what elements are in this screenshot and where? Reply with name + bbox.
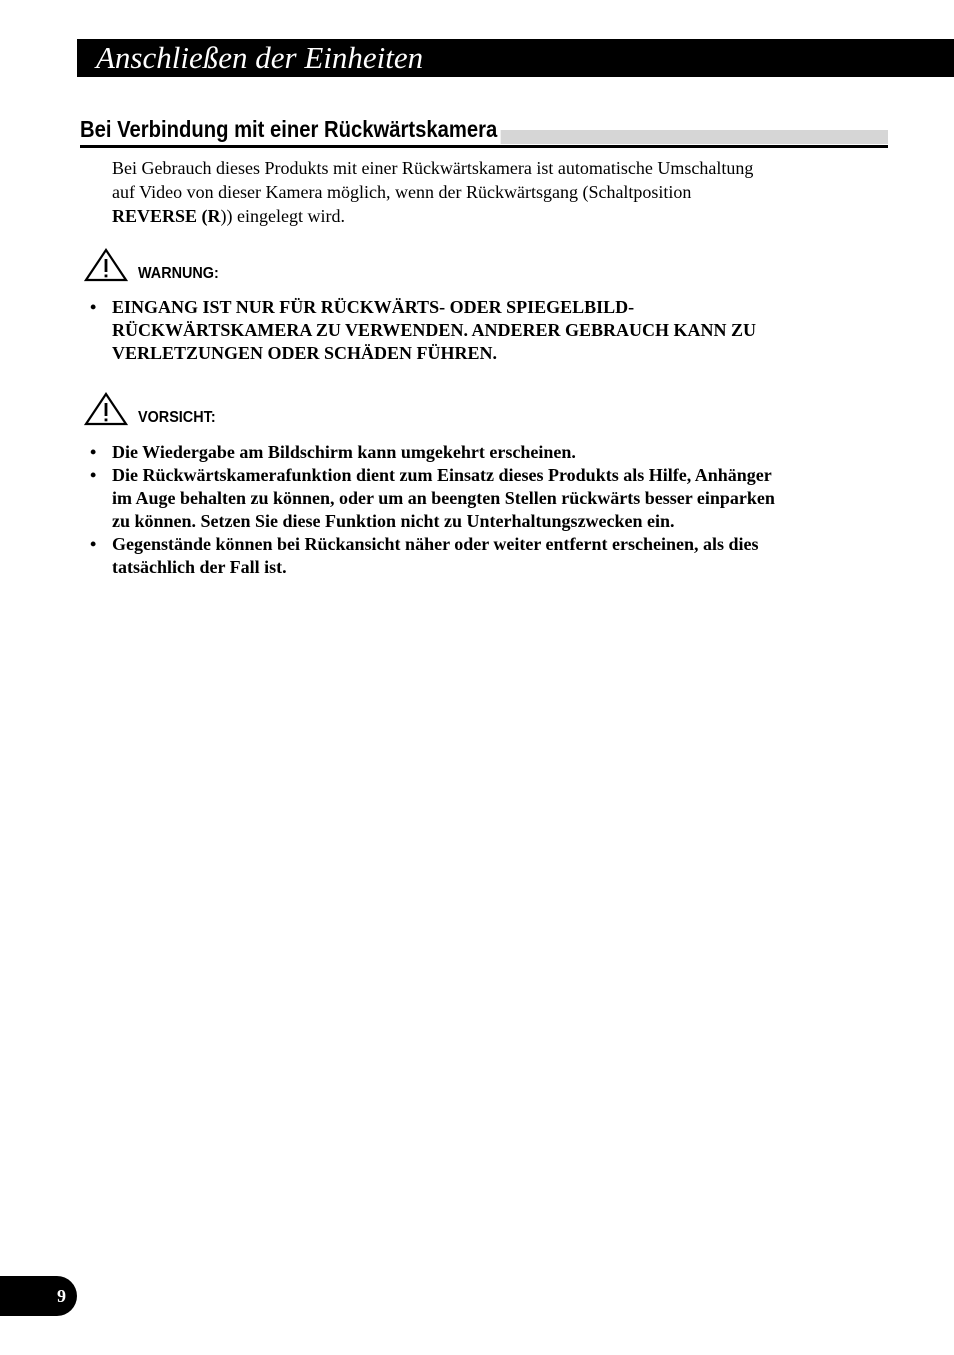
list-item [90, 533, 890, 579]
intro-line: auf Video von dieser Kamera möglich, wenn der Rückwärtsgang (Schaltposition [112, 182, 692, 202]
caution-text-line: Gegenstände können bei Rückansicht näher oder weiter entfernt erscheinen, als dies [112, 534, 759, 554]
caution-text-line: Die Wiedergabe am Bildschirm kann umgekehrt erscheinen. [112, 442, 576, 462]
list-item [90, 464, 890, 533]
intro-paragraph [112, 156, 872, 228]
warning-triangle-icon [84, 248, 128, 282]
list-item [90, 441, 890, 464]
bullet-marker: • [90, 534, 97, 554]
caution-text-line: Die Rückwärtskamerafunktion dient zum Einsatz dieses Produkts als Hilfe, Anhänger [112, 465, 772, 485]
section-heading [80, 114, 888, 148]
section-heading-rule [80, 145, 888, 148]
bullet-marker: • [90, 465, 97, 485]
caution-label: VORSICHT: [138, 409, 216, 426]
reverse-position-label: REVERSE (R [112, 206, 221, 226]
caution-text-line: zu können. Setzen Sie diese Funktion nicht zu Unterhaltungszwecken ein. [112, 511, 675, 531]
warning-label: WARNUNG: [138, 265, 219, 282]
intro-line [112, 204, 872, 228]
bullet-marker: • [90, 297, 97, 317]
intro-line-rest: )) eingelegt wird. [220, 206, 345, 226]
bullet-marker: • [90, 442, 97, 462]
list-item [90, 296, 890, 365]
chapter-header-bar [77, 39, 954, 77]
warning-text-line: VERLETZUNGEN ODER SCHÄDEN FÜHREN. [112, 343, 498, 363]
intro-line: Bei Gebrauch dieses Produkts mit einer Rückwärtskamera ist automatische Umschaltung [112, 158, 754, 178]
warning-text-line: EINGANG IST NUR FÜR RÜCKWÄRTS- ODER SPIEGELBILD- [112, 297, 635, 317]
page-number: 9 [57, 1286, 66, 1306]
warning-triangle-icon [84, 392, 128, 426]
caution-list [90, 441, 890, 579]
warning-list [90, 296, 890, 365]
page-number-tab [0, 1276, 77, 1316]
caution-text-line: im Auge behalten zu können, oder um an beengten Stellen rückwärts besser einparken [112, 488, 775, 508]
caution-text-line: tatsächlich der Fall ist. [112, 557, 287, 577]
section-title: Bei Verbindung mit einer Rückwärtskamera [80, 114, 501, 144]
warning-text-line: RÜCKWÄRTSKAMERA ZU VERWENDEN. ANDERER GEBRAUCH KANN ZU [112, 320, 756, 340]
chapter-title: Anschließen der Einheiten [96, 40, 424, 75]
